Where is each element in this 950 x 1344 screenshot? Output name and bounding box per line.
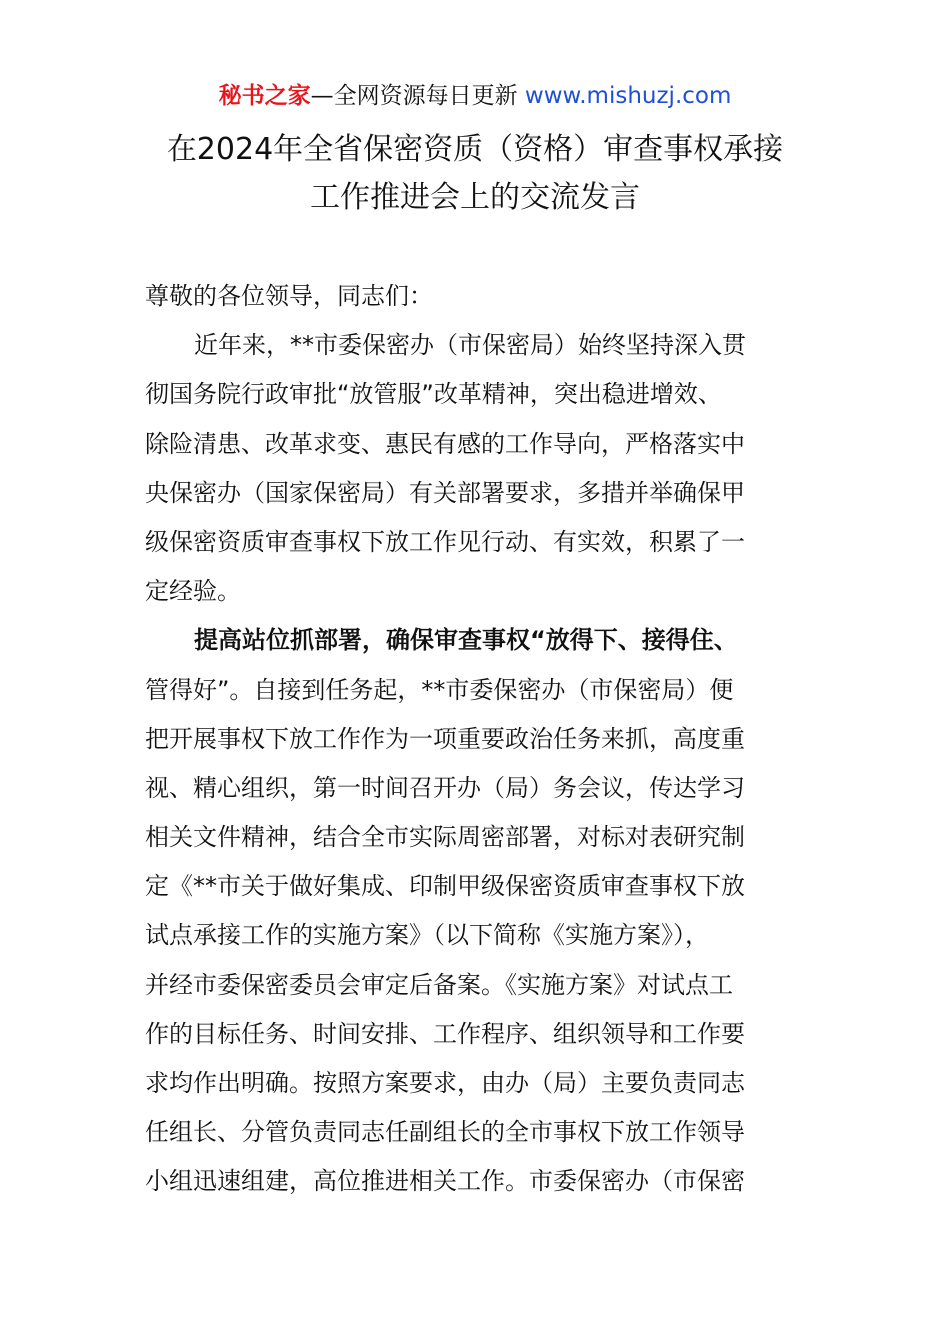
site-url[interactable]: www.mishuzj.com [524,83,732,109]
paragraph-line: 相关文件精神，结合全市实际周密部署，对标对表研究制 [145,823,745,852]
paragraph-line: 彻国务院行政审批“放管服”改革精神，突出稳进增效、 [145,380,722,409]
title-line-2: 工作推进会上的交流发言 [310,180,640,215]
paragraph-line: 管得好”。自接到任务起，**市委保密办（市保密局）便 [145,675,734,704]
salutation: 尊敬的各位领导，同志们： [145,282,433,310]
site-tagline: —全网资源每日更新 [310,83,518,109]
paragraph-line: 作的目标任务、时间安排、工作程序、组织领导和工作要 [145,1019,745,1048]
paragraph-line: 并经市委保密委员会审定后备案。《实施方案》对试点工 [145,970,733,999]
paragraph-heading: 提高站位抓部署，确保审查事权“放得下、接得住、 [194,626,738,655]
paragraph-line: 小组迅速组建，高位推进相关工作。市委保密办（市保密 [145,1167,745,1196]
paragraph-line: 把开展事权下放工作作为一项重要政治任务来抓，高度重 [145,724,745,753]
paragraph-line: 求均作出明确。按照方案要求，由办（局）主要负责同志 [145,1069,745,1097]
paragraph-line: 定《**市关于做好集成、印制甲级保密资质审查事权下放 [145,872,745,901]
document-body [145,272,807,1207]
document-title [0,126,950,222]
paragraph-line: 除险清患、改革求变、惠民有感的工作导向，严格落实中 [145,429,745,458]
paragraph-line: 级保密资质审查事权下放工作见行动、有实效，积累了一 [145,527,745,556]
title-line-1: 在2024年全省保密资质（资格）审查事权承接 [166,132,784,167]
paragraph-2 [145,616,807,1206]
paragraph-line: 近年来，**市委保密办（市保密局）始终坚持深入贯 [194,331,746,360]
paragraph-line: 定经验。 [145,577,241,606]
paragraph-line: 视、精心组织，第一时间召开办（局）务会议，传达学习 [145,773,745,802]
paragraph-line: 任组长、分管负责同志任副组长的全市事权下放工作领导 [145,1118,745,1147]
paragraph-line: 试点承接工作的实施方案》（以下简称《实施方案》）， [145,921,709,950]
site-header [0,80,950,112]
paragraph-line: 央保密办（国家保密局）有关部署要求，多措并举确保甲 [145,478,745,507]
paragraph-1 [145,321,807,616]
site-brand: 秘书之家 [218,83,311,109]
